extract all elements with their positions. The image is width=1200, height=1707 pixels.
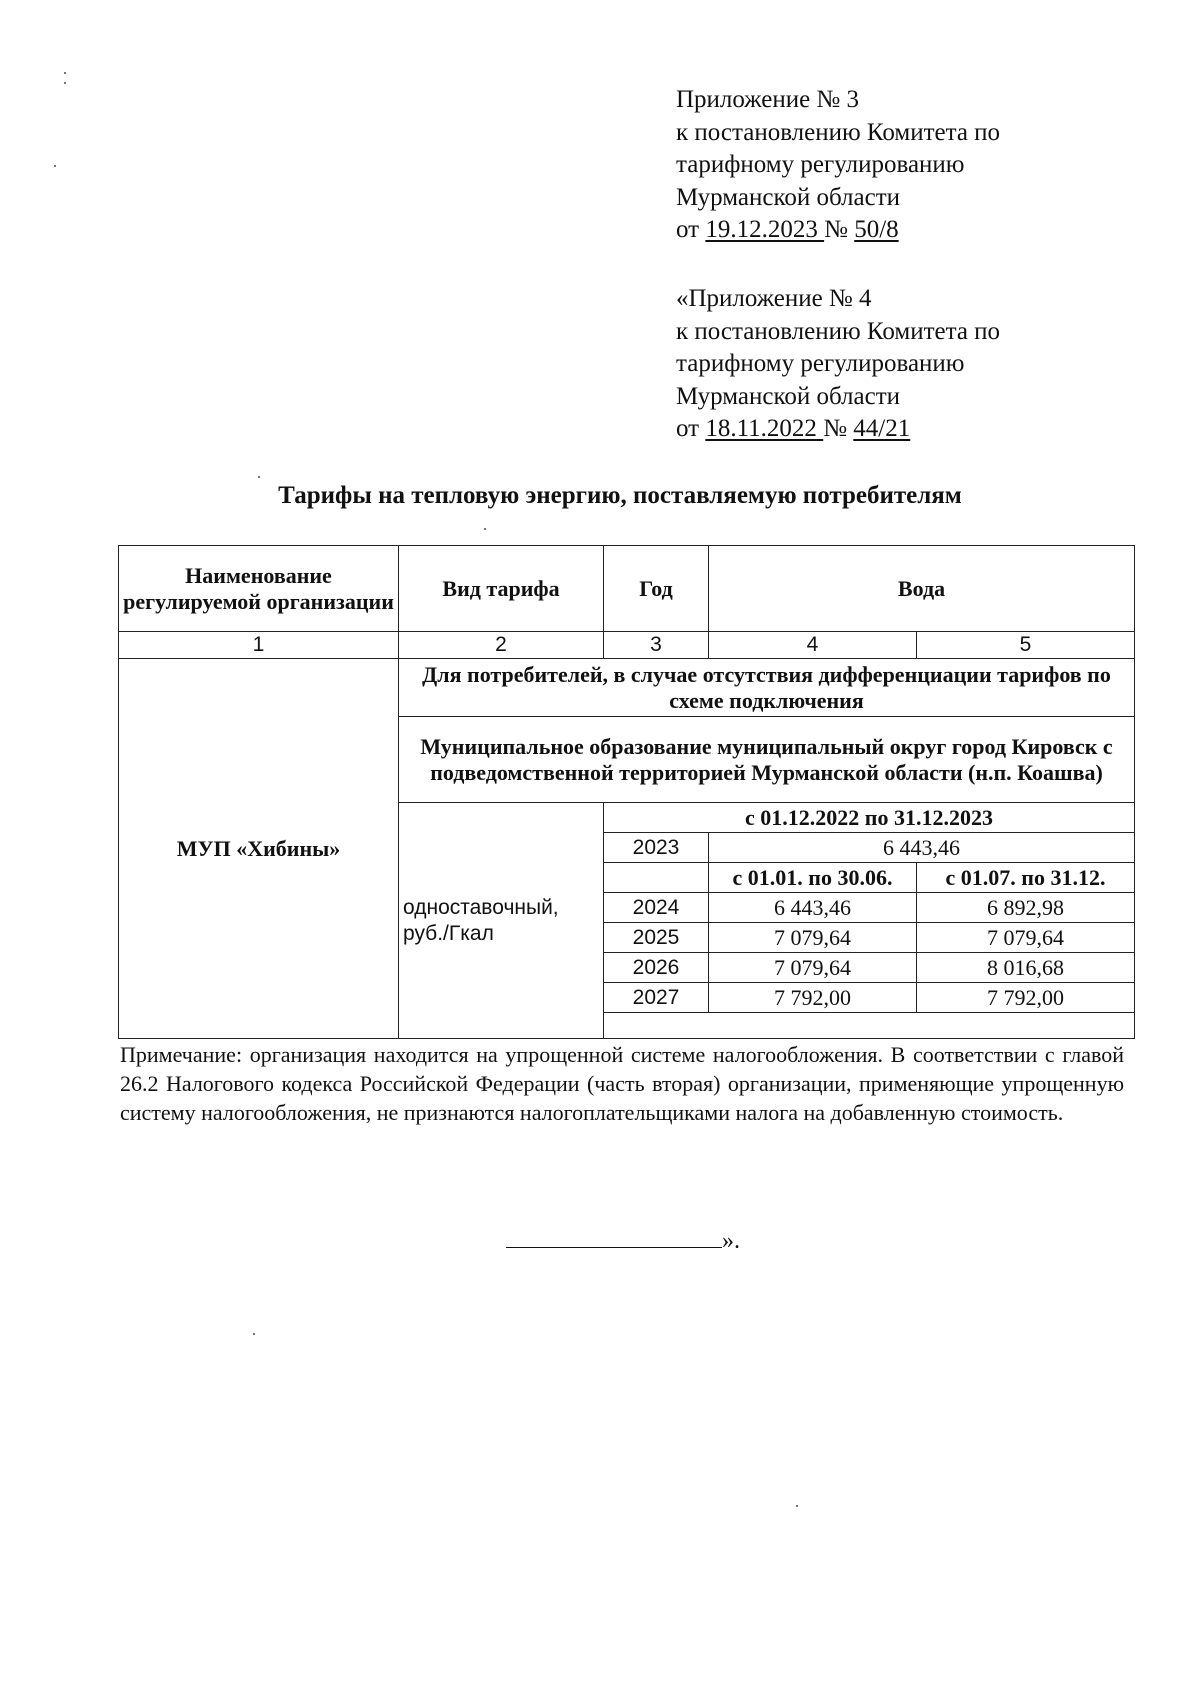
year-cell: 2025: [604, 923, 709, 953]
appendix-current-line2: к постановлению Комитета по: [676, 118, 1001, 146]
appendix-current-line4: Мурманской области: [676, 183, 901, 211]
scan-speck: [484, 528, 486, 530]
appendix-current-number: 50/8: [854, 216, 899, 243]
year-cell: 2024: [604, 893, 709, 923]
scan-speck: [64, 72, 66, 74]
column-number: 3: [604, 632, 709, 659]
organization-name: МУП «Хибины»: [119, 659, 399, 1039]
scan-speck: [796, 1505, 798, 1507]
document-title: Тарифы на тепловую энергию, поставляемую потребителям: [278, 482, 962, 509]
header-organization: Наименование регулируемой организации: [119, 546, 399, 632]
appendix-current-date-line: [676, 214, 1146, 247]
date-prefix: от: [676, 216, 706, 243]
header-tariff-type: Вид тарифа: [399, 546, 604, 632]
municipality: Муниципальное образование муниципальный округ город Кировск с подведомственной территорией Мурманской области (н.п. Коашва): [399, 717, 1135, 803]
tariff-value: 7 079,64: [917, 923, 1135, 953]
closing-quote: ».: [722, 1228, 740, 1254]
table-row: [119, 659, 1135, 717]
appendix-current-line3: тарифному регулированию: [676, 151, 965, 178]
tariff-value: 7 079,64: [709, 923, 917, 953]
table-header-row: [119, 546, 1135, 632]
half-year-header-first: с 01.01. по 30.06.: [709, 863, 917, 893]
appendix-amended-line3: тарифному регулированию: [676, 350, 965, 377]
half-year-header-second: с 01.07. по 31.12.: [917, 863, 1135, 893]
year-cell: 2023: [604, 833, 709, 863]
empty-cell: [604, 863, 709, 893]
scan-speck: [253, 1333, 255, 1335]
appendix-amended-date: 18.11.2022: [705, 415, 824, 442]
appendix-amended-line2: к постановлению Комитета по: [676, 317, 1001, 345]
appendix-amended-number: 44/21: [853, 415, 911, 442]
number-prefix: №: [824, 216, 855, 243]
appendix-amended-title: «Приложение № 4: [676, 285, 872, 312]
tariff-value: 7 079,64: [709, 953, 917, 983]
signature-line: [506, 1225, 722, 1248]
appendix-amended-block: [676, 283, 1146, 446]
column-number: 4: [709, 632, 917, 659]
date-prefix: от: [676, 415, 706, 442]
header-year: Год: [604, 546, 709, 632]
tariff-kind: одноставочный, руб./Гкал: [399, 803, 604, 1039]
tariff-value: 6 443,46: [709, 893, 917, 923]
appendix-current-block: [676, 84, 1146, 247]
scan-speck: [54, 165, 56, 167]
column-number: 2: [399, 632, 604, 659]
header-water: Вода: [709, 546, 1135, 632]
period-header: с 01.12.2022 по 31.12.2023: [604, 803, 1135, 833]
year-cell: 2027: [604, 983, 709, 1013]
scan-speck: [64, 82, 66, 84]
appendix-current-title: Приложение № 3: [676, 86, 860, 113]
tariff-value: 7 792,00: [709, 983, 917, 1013]
column-number: 1: [119, 632, 399, 659]
column-number-row: [119, 632, 1135, 659]
tariff-table: [118, 545, 1135, 1039]
year-cell: 2026: [604, 953, 709, 983]
tax-note: Примечание: организация находится на упрощенной системе налогообложения. В соответствии с главой 26.2 Налогового кодекса Российской Федерации (часть вторая) организации, применяющие упрощенную систему налогообложения, не признаются налогоплательщиками налога на добавленную стоимость.: [120, 1042, 1124, 1125]
closing-mark: [506, 1225, 740, 1255]
scan-speck: [258, 476, 260, 478]
appendix-amended-date-line: [676, 413, 1146, 446]
consumer-group: Для потребителей, в случае отсутствия дифференциации тарифов по схеме подключения: [399, 659, 1135, 717]
number-prefix: №: [823, 415, 854, 442]
appendix-current-date: 19.12.2023: [705, 216, 825, 243]
tariff-value: 7 792,00: [917, 983, 1135, 1013]
column-number: 5: [917, 632, 1135, 659]
tariff-value: 6 892,98: [917, 893, 1135, 923]
appendix-amended-line4: Мурманской области: [676, 382, 901, 410]
empty-cell: [604, 1013, 1135, 1039]
tariff-value: 6 443,46: [709, 833, 1135, 863]
tariff-value: 8 016,68: [917, 953, 1135, 983]
